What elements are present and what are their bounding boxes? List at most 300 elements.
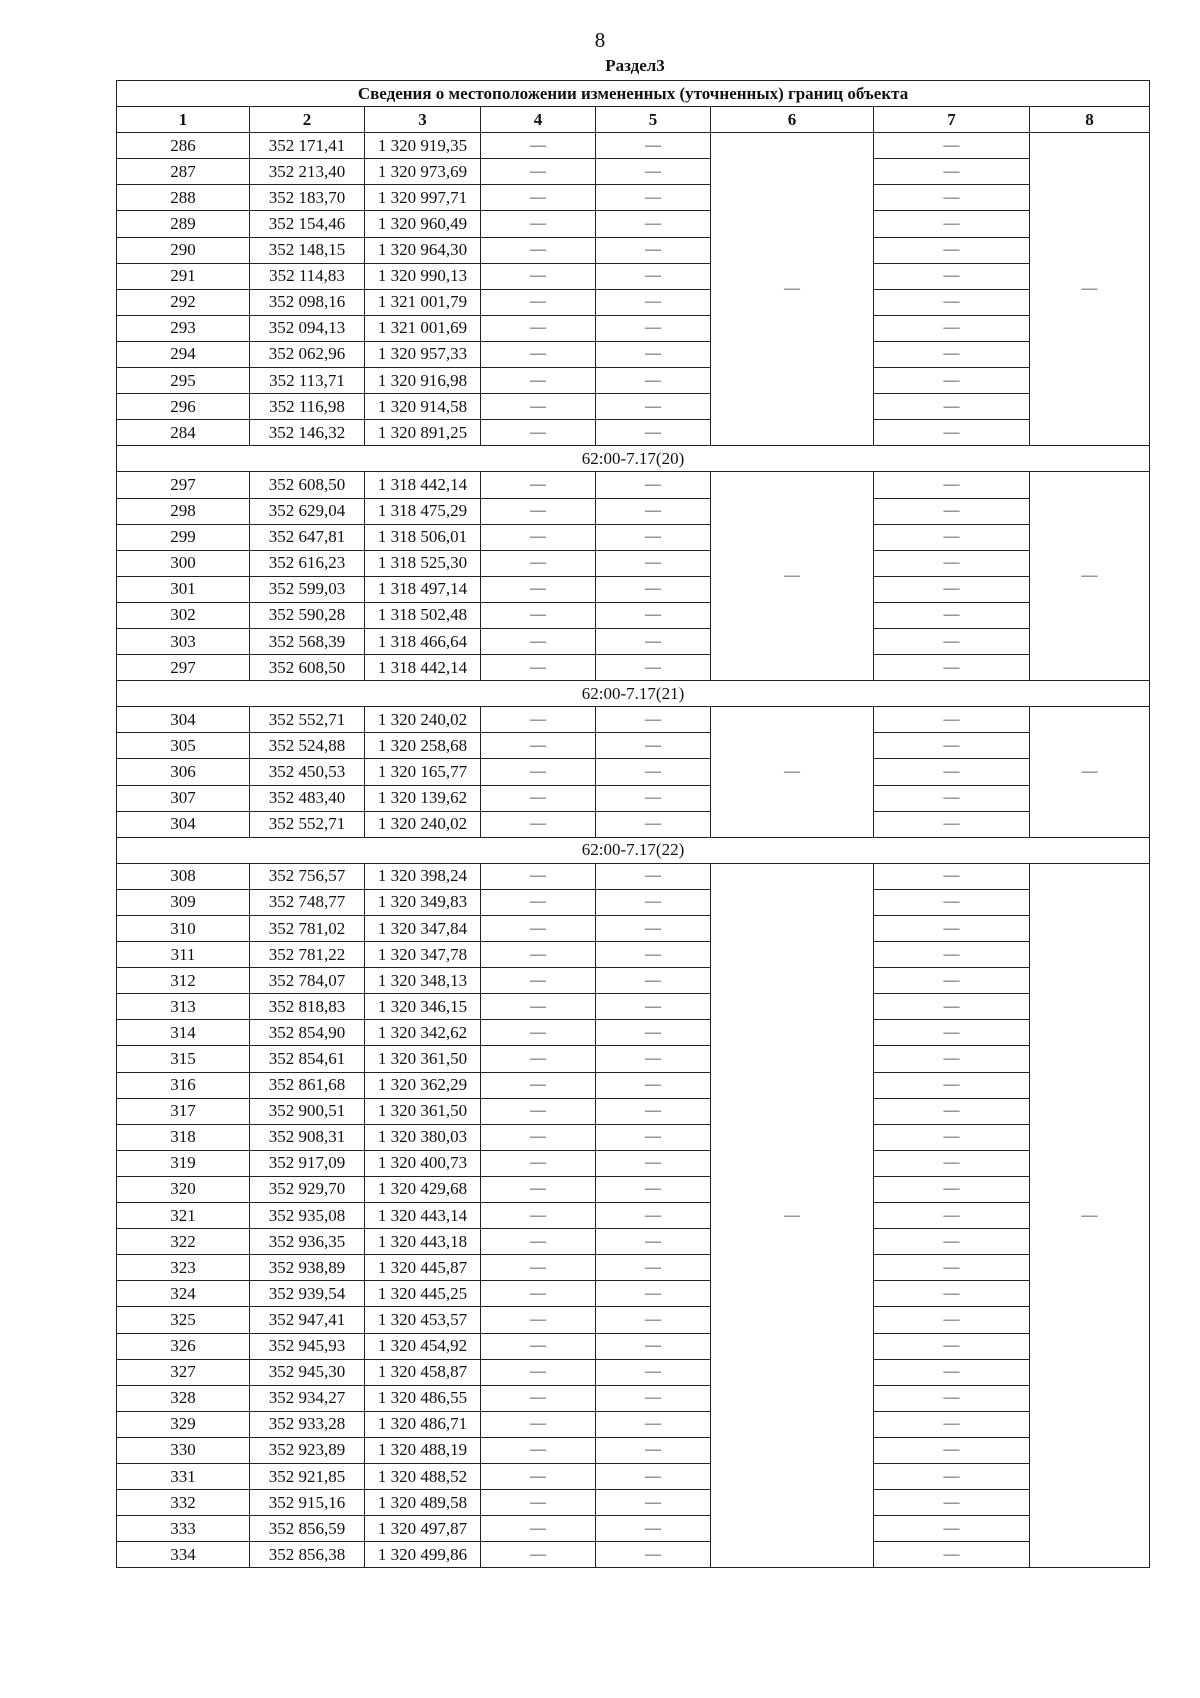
- column-4-cell: —: [481, 368, 596, 394]
- y-coordinate-cell: 1 318 442,14: [365, 655, 481, 681]
- table-body: [117, 133, 1150, 1568]
- column-5-cell: —: [596, 707, 711, 733]
- x-coordinate-cell: 352 062,96: [250, 341, 365, 367]
- x-coordinate-cell: 352 856,59: [250, 1516, 365, 1542]
- column-4-cell: —: [481, 1437, 596, 1463]
- y-coordinate-cell: 1 320 347,78: [365, 942, 481, 968]
- y-coordinate-cell: 1 320 973,69: [365, 159, 481, 185]
- column-4-cell: —: [481, 863, 596, 889]
- y-coordinate-cell: 1 320 458,87: [365, 1359, 481, 1385]
- column-5-cell: —: [596, 1333, 711, 1359]
- y-coordinate-cell: 1 320 453,57: [365, 1307, 481, 1333]
- point-number-cell: 305: [117, 733, 250, 759]
- column-header-row: [117, 107, 1150, 133]
- column-5-cell: —: [596, 576, 711, 602]
- x-coordinate-cell: 352 113,71: [250, 368, 365, 394]
- y-coordinate-cell: 1 320 380,03: [365, 1124, 481, 1150]
- table-row: [117, 1333, 1150, 1359]
- column-7-cell: —: [874, 707, 1030, 733]
- column-4-cell: —: [481, 159, 596, 185]
- column-4-cell: —: [481, 133, 596, 159]
- column-5-cell: —: [596, 550, 711, 576]
- table-row: [117, 1020, 1150, 1046]
- column-4-cell: —: [481, 707, 596, 733]
- column-4-cell: —: [481, 550, 596, 576]
- y-coordinate-cell: 1 320 489,58: [365, 1490, 481, 1516]
- column-6-merged-cell: —: [711, 863, 874, 1568]
- y-coordinate-cell: 1 320 916,98: [365, 368, 481, 394]
- column-7-cell: —: [874, 1542, 1030, 1568]
- x-coordinate-cell: 352 921,85: [250, 1463, 365, 1489]
- x-coordinate-cell: 352 933,28: [250, 1411, 365, 1437]
- table-row: [117, 863, 1150, 889]
- point-number-cell: 327: [117, 1359, 250, 1385]
- x-coordinate-cell: 352 900,51: [250, 1098, 365, 1124]
- table-row: [117, 1046, 1150, 1072]
- table-row: [117, 942, 1150, 968]
- column-7-cell: —: [874, 524, 1030, 550]
- table-row: [117, 1229, 1150, 1255]
- column-7-cell: —: [874, 1359, 1030, 1385]
- point-number-cell: 297: [117, 472, 250, 498]
- column-5-cell: —: [596, 785, 711, 811]
- point-number-cell: 322: [117, 1229, 250, 1255]
- column-7-cell: —: [874, 237, 1030, 263]
- column-7-cell: —: [874, 576, 1030, 602]
- column-7-cell: —: [874, 1124, 1030, 1150]
- y-coordinate-cell: 1 320 361,50: [365, 1046, 481, 1072]
- column-4-cell: —: [481, 1098, 596, 1124]
- table-row: [117, 498, 1150, 524]
- x-coordinate-cell: 352 945,30: [250, 1359, 365, 1385]
- column-7-cell: —: [874, 655, 1030, 681]
- column-7-cell: —: [874, 1203, 1030, 1229]
- column-4-cell: —: [481, 1490, 596, 1516]
- column-7-cell: —: [874, 759, 1030, 785]
- column-4-cell: —: [481, 263, 596, 289]
- table-row: [117, 1490, 1150, 1516]
- point-number-cell: 291: [117, 263, 250, 289]
- x-coordinate-cell: 352 171,41: [250, 133, 365, 159]
- column-7-cell: —: [874, 368, 1030, 394]
- column-7-cell: —: [874, 628, 1030, 654]
- column-7-cell: —: [874, 889, 1030, 915]
- table-row: [117, 289, 1150, 315]
- column-5-cell: —: [596, 655, 711, 681]
- x-coordinate-cell: 352 552,71: [250, 707, 365, 733]
- table-row: [117, 1411, 1150, 1437]
- column-4-cell: —: [481, 1281, 596, 1307]
- column-7-cell: —: [874, 394, 1030, 420]
- x-coordinate-cell: 352 917,09: [250, 1150, 365, 1176]
- column-5-cell: —: [596, 368, 711, 394]
- column-7-cell: —: [874, 1333, 1030, 1359]
- x-coordinate-cell: 352 599,03: [250, 576, 365, 602]
- x-coordinate-cell: 352 784,07: [250, 968, 365, 994]
- column-5-cell: —: [596, 1385, 711, 1411]
- point-number-cell: 329: [117, 1411, 250, 1437]
- table-row: [117, 237, 1150, 263]
- column-5-cell: —: [596, 759, 711, 785]
- column-4-cell: —: [481, 315, 596, 341]
- x-coordinate-cell: 352 929,70: [250, 1176, 365, 1202]
- column-header: 5: [596, 107, 711, 133]
- y-coordinate-cell: 1 320 443,14: [365, 1203, 481, 1229]
- x-coordinate-cell: 352 116,98: [250, 394, 365, 420]
- y-coordinate-cell: 1 320 990,13: [365, 263, 481, 289]
- point-number-cell: 326: [117, 1333, 250, 1359]
- table-row: [117, 185, 1150, 211]
- y-coordinate-cell: 1 320 258,68: [365, 733, 481, 759]
- column-7-cell: —: [874, 1516, 1030, 1542]
- column-5-cell: —: [596, 263, 711, 289]
- y-coordinate-cell: 1 320 914,58: [365, 394, 481, 420]
- column-4-cell: —: [481, 968, 596, 994]
- column-4-cell: —: [481, 1020, 596, 1046]
- column-4-cell: —: [481, 524, 596, 550]
- point-number-cell: 304: [117, 707, 250, 733]
- column-6-merged-cell: —: [711, 472, 874, 681]
- table-row: [117, 159, 1150, 185]
- x-coordinate-cell: 352 756,57: [250, 863, 365, 889]
- y-coordinate-cell: 1 321 001,79: [365, 289, 481, 315]
- x-coordinate-cell: 352 947,41: [250, 1307, 365, 1333]
- y-coordinate-cell: 1 320 398,24: [365, 863, 481, 889]
- column-5-cell: —: [596, 863, 711, 889]
- column-4-cell: —: [481, 1516, 596, 1542]
- table-row: [117, 368, 1150, 394]
- column-7-cell: —: [874, 1307, 1030, 1333]
- column-5-cell: —: [596, 1255, 711, 1281]
- x-coordinate-cell: 352 568,39: [250, 628, 365, 654]
- table-row: [117, 263, 1150, 289]
- point-number-cell: 317: [117, 1098, 250, 1124]
- point-number-cell: 313: [117, 994, 250, 1020]
- column-4-cell: —: [481, 341, 596, 367]
- column-7-cell: —: [874, 1255, 1030, 1281]
- column-7-cell: —: [874, 1229, 1030, 1255]
- column-7-cell: —: [874, 420, 1030, 446]
- x-coordinate-cell: 352 938,89: [250, 1255, 365, 1281]
- table-row: [117, 1072, 1150, 1098]
- column-7-cell: —: [874, 733, 1030, 759]
- x-coordinate-cell: 352 935,08: [250, 1203, 365, 1229]
- column-7-cell: —: [874, 472, 1030, 498]
- y-coordinate-cell: 1 318 497,14: [365, 576, 481, 602]
- column-5-cell: —: [596, 498, 711, 524]
- x-coordinate-cell: 352 608,50: [250, 472, 365, 498]
- column-4-cell: —: [481, 211, 596, 237]
- column-5-cell: —: [596, 211, 711, 237]
- boundary-coordinates-table: [116, 80, 1150, 1568]
- x-coordinate-cell: 352 608,50: [250, 655, 365, 681]
- group-label: 62:00-7.17(20): [117, 446, 1150, 472]
- table-row: [117, 1307, 1150, 1333]
- y-coordinate-cell: 1 320 342,62: [365, 1020, 481, 1046]
- column-7-cell: —: [874, 863, 1030, 889]
- column-5-cell: —: [596, 1072, 711, 1098]
- x-coordinate-cell: 352 213,40: [250, 159, 365, 185]
- point-number-cell: 303: [117, 628, 250, 654]
- x-coordinate-cell: 352 146,32: [250, 420, 365, 446]
- column-7-cell: —: [874, 341, 1030, 367]
- x-coordinate-cell: 352 923,89: [250, 1437, 365, 1463]
- table-row: [117, 1176, 1150, 1202]
- column-4-cell: —: [481, 733, 596, 759]
- point-number-cell: 323: [117, 1255, 250, 1281]
- point-number-cell: 334: [117, 1542, 250, 1568]
- column-7-cell: —: [874, 1020, 1030, 1046]
- column-7-cell: —: [874, 1385, 1030, 1411]
- column-5-cell: —: [596, 1203, 711, 1229]
- column-5-cell: —: [596, 628, 711, 654]
- point-number-cell: 298: [117, 498, 250, 524]
- column-5-cell: —: [596, 185, 711, 211]
- column-4-cell: —: [481, 628, 596, 654]
- column-4-cell: —: [481, 420, 596, 446]
- column-7-cell: —: [874, 994, 1030, 1020]
- table-row: [117, 1463, 1150, 1489]
- point-number-cell: 315: [117, 1046, 250, 1072]
- x-coordinate-cell: 352 524,88: [250, 733, 365, 759]
- column-7-cell: —: [874, 1437, 1030, 1463]
- column-4-cell: —: [481, 1463, 596, 1489]
- y-coordinate-cell: 1 320 240,02: [365, 707, 481, 733]
- point-number-cell: 294: [117, 341, 250, 367]
- x-coordinate-cell: 352 616,23: [250, 550, 365, 576]
- column-4-cell: —: [481, 498, 596, 524]
- column-4-cell: —: [481, 237, 596, 263]
- point-number-cell: 324: [117, 1281, 250, 1307]
- point-number-cell: 325: [117, 1307, 250, 1333]
- table-row: [117, 1150, 1150, 1176]
- y-coordinate-cell: 1 318 502,48: [365, 602, 481, 628]
- column-7-cell: —: [874, 550, 1030, 576]
- x-coordinate-cell: 352 861,68: [250, 1072, 365, 1098]
- y-coordinate-cell: 1 320 957,33: [365, 341, 481, 367]
- column-5-cell: —: [596, 133, 711, 159]
- table-row: [117, 1542, 1150, 1568]
- x-coordinate-cell: 352 856,38: [250, 1542, 365, 1568]
- y-coordinate-cell: 1 318 442,14: [365, 472, 481, 498]
- x-coordinate-cell: 352 590,28: [250, 602, 365, 628]
- x-coordinate-cell: 352 818,83: [250, 994, 365, 1020]
- column-5-cell: —: [596, 811, 711, 837]
- point-number-cell: 332: [117, 1490, 250, 1516]
- column-5-cell: —: [596, 289, 711, 315]
- column-4-cell: —: [481, 811, 596, 837]
- point-number-cell: 331: [117, 1463, 250, 1489]
- point-number-cell: 318: [117, 1124, 250, 1150]
- column-4-cell: —: [481, 785, 596, 811]
- column-4-cell: —: [481, 1203, 596, 1229]
- y-coordinate-cell: 1 320 454,92: [365, 1333, 481, 1359]
- point-number-cell: 321: [117, 1203, 250, 1229]
- x-coordinate-cell: 352 936,35: [250, 1229, 365, 1255]
- column-7-cell: —: [874, 811, 1030, 837]
- point-number-cell: 286: [117, 133, 250, 159]
- y-coordinate-cell: 1 321 001,69: [365, 315, 481, 341]
- column-5-cell: —: [596, 968, 711, 994]
- column-7-cell: —: [874, 315, 1030, 341]
- y-coordinate-cell: 1 320 445,87: [365, 1255, 481, 1281]
- column-5-cell: —: [596, 1098, 711, 1124]
- table-row: [117, 916, 1150, 942]
- y-coordinate-cell: 1 318 466,64: [365, 628, 481, 654]
- column-7-cell: —: [874, 785, 1030, 811]
- column-7-cell: —: [874, 1281, 1030, 1307]
- column-7-cell: —: [874, 1046, 1030, 1072]
- column-4-cell: —: [481, 1046, 596, 1072]
- column-5-cell: —: [596, 1046, 711, 1072]
- column-5-cell: —: [596, 1020, 711, 1046]
- column-7-cell: —: [874, 1176, 1030, 1202]
- column-5-cell: —: [596, 341, 711, 367]
- column-7-cell: —: [874, 1411, 1030, 1437]
- column-header: 7: [874, 107, 1030, 133]
- group-label: 62:00-7.17(21): [117, 681, 1150, 707]
- point-number-cell: 307: [117, 785, 250, 811]
- column-7-cell: —: [874, 498, 1030, 524]
- column-4-cell: —: [481, 889, 596, 915]
- table-row: [117, 707, 1150, 733]
- table-row: [117, 602, 1150, 628]
- column-5-cell: —: [596, 1411, 711, 1437]
- y-coordinate-cell: 1 320 960,49: [365, 211, 481, 237]
- column-4-cell: —: [481, 1229, 596, 1255]
- page-number: 8: [594, 28, 606, 52]
- point-number-cell: 293: [117, 315, 250, 341]
- point-number-cell: 284: [117, 420, 250, 446]
- column-4-cell: —: [481, 1072, 596, 1098]
- point-number-cell: 333: [117, 1516, 250, 1542]
- point-number-cell: 295: [117, 368, 250, 394]
- y-coordinate-cell: 1 320 486,71: [365, 1411, 481, 1437]
- point-number-cell: 296: [117, 394, 250, 420]
- y-coordinate-cell: 1 320 443,18: [365, 1229, 481, 1255]
- table-row: [117, 1203, 1150, 1229]
- table-row: [117, 576, 1150, 602]
- y-coordinate-cell: 1 320 347,84: [365, 916, 481, 942]
- column-5-cell: —: [596, 1359, 711, 1385]
- column-7-cell: —: [874, 968, 1030, 994]
- y-coordinate-cell: 1 320 349,83: [365, 889, 481, 915]
- column-5-cell: —: [596, 889, 711, 915]
- column-8-merged-cell: —: [1030, 707, 1150, 837]
- column-4-cell: —: [481, 185, 596, 211]
- point-number-cell: 288: [117, 185, 250, 211]
- table-row: [117, 1385, 1150, 1411]
- point-number-cell: 304: [117, 811, 250, 837]
- point-number-cell: 311: [117, 942, 250, 968]
- column-5-cell: —: [596, 315, 711, 341]
- column-7-cell: —: [874, 211, 1030, 237]
- column-4-cell: —: [481, 602, 596, 628]
- column-7-cell: —: [874, 1098, 1030, 1124]
- column-7-cell: —: [874, 185, 1030, 211]
- table-row: [117, 550, 1150, 576]
- x-coordinate-cell: 352 552,71: [250, 811, 365, 837]
- point-number-cell: 314: [117, 1020, 250, 1046]
- point-number-cell: 299: [117, 524, 250, 550]
- column-5-cell: —: [596, 524, 711, 550]
- point-number-cell: 302: [117, 602, 250, 628]
- x-coordinate-cell: 352 094,13: [250, 315, 365, 341]
- table-row: [117, 1281, 1150, 1307]
- point-number-cell: 328: [117, 1385, 250, 1411]
- column-8-merged-cell: —: [1030, 863, 1150, 1568]
- column-5-cell: —: [596, 733, 711, 759]
- table-row: [117, 524, 1150, 550]
- column-7-cell: —: [874, 1490, 1030, 1516]
- x-coordinate-cell: 352 934,27: [250, 1385, 365, 1411]
- point-number-cell: 287: [117, 159, 250, 185]
- column-7-cell: —: [874, 263, 1030, 289]
- column-4-cell: —: [481, 1359, 596, 1385]
- column-header: 3: [365, 107, 481, 133]
- point-number-cell: 301: [117, 576, 250, 602]
- group-label: 62:00-7.17(22): [117, 837, 1150, 863]
- column-4-cell: —: [481, 1542, 596, 1568]
- point-number-cell: 300: [117, 550, 250, 576]
- table-row: [117, 1255, 1150, 1281]
- column-4-cell: —: [481, 1411, 596, 1437]
- column-5-cell: —: [596, 602, 711, 628]
- point-number-cell: 320: [117, 1176, 250, 1202]
- column-5-cell: —: [596, 942, 711, 968]
- point-number-cell: 319: [117, 1150, 250, 1176]
- column-6-merged-cell: —: [711, 133, 874, 446]
- column-5-cell: —: [596, 1490, 711, 1516]
- y-coordinate-cell: 1 320 964,30: [365, 237, 481, 263]
- table-row: [117, 785, 1150, 811]
- point-number-cell: 312: [117, 968, 250, 994]
- table-caption: Сведения о местоположении измененных (уточненных) границ объекта: [117, 81, 1150, 107]
- column-6-merged-cell: —: [711, 707, 874, 837]
- column-5-cell: —: [596, 1150, 711, 1176]
- y-coordinate-cell: 1 320 488,19: [365, 1437, 481, 1463]
- column-4-cell: —: [481, 1255, 596, 1281]
- y-coordinate-cell: 1 320 361,50: [365, 1098, 481, 1124]
- column-7-cell: —: [874, 1463, 1030, 1489]
- x-coordinate-cell: 352 939,54: [250, 1281, 365, 1307]
- column-header: 6: [711, 107, 874, 133]
- column-7-cell: —: [874, 133, 1030, 159]
- column-5-cell: —: [596, 1281, 711, 1307]
- table-row: [117, 341, 1150, 367]
- point-number-cell: 289: [117, 211, 250, 237]
- table-row: [117, 315, 1150, 341]
- x-coordinate-cell: 352 915,16: [250, 1490, 365, 1516]
- y-coordinate-cell: 1 320 362,29: [365, 1072, 481, 1098]
- column-7-cell: —: [874, 916, 1030, 942]
- table-row: [117, 420, 1150, 446]
- x-coordinate-cell: 352 483,40: [250, 785, 365, 811]
- column-5-cell: —: [596, 1542, 711, 1568]
- x-coordinate-cell: 352 647,81: [250, 524, 365, 550]
- column-4-cell: —: [481, 1333, 596, 1359]
- y-coordinate-cell: 1 320 919,35: [365, 133, 481, 159]
- group-header-row: [117, 446, 1150, 472]
- column-8-merged-cell: —: [1030, 472, 1150, 681]
- table-row: [117, 1124, 1150, 1150]
- column-4-cell: —: [481, 1385, 596, 1411]
- point-number-cell: 306: [117, 759, 250, 785]
- x-coordinate-cell: 352 748,77: [250, 889, 365, 915]
- column-header: 4: [481, 107, 596, 133]
- y-coordinate-cell: 1 318 506,01: [365, 524, 481, 550]
- x-coordinate-cell: 352 114,83: [250, 263, 365, 289]
